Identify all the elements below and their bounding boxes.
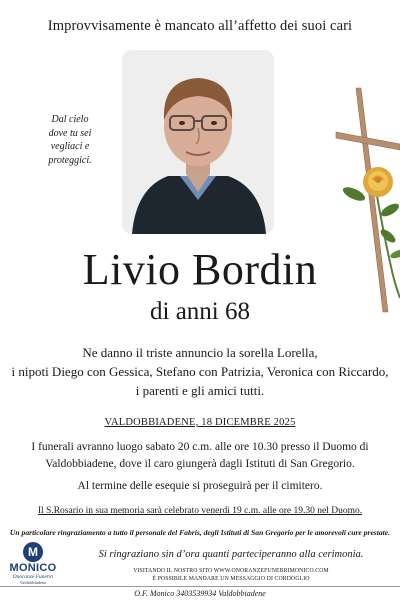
website-line: È POSSIBILE MANDARE UN MESSAGGIO DI CORDOGLIO — [152, 576, 310, 582]
funeral-line: I funerali avranno luogo sabato 20 c.m. alle ore 10.30 presso il Duomo di — [31, 441, 369, 453]
poem-line: dove tu sei — [48, 127, 92, 139]
website-notice — [62, 567, 400, 583]
poem-verse — [30, 113, 110, 167]
logo-brand: MONICO — [9, 562, 57, 574]
announcement-line: i parenti e gli amici tutti. — [135, 383, 265, 398]
place-date: VALDOBBIADENE, 18 DICEMBRE 2025 — [104, 417, 296, 428]
logo-location: Valdobbiadene — [19, 580, 47, 585]
portrait-photo — [122, 50, 274, 234]
announcement-line: Ne danno il triste annuncio la sorella Lorella, — [82, 345, 318, 360]
announcement-line: i nipoti Diego con Gessica, Stefano con Patrizia, Veronica con Riccardo, — [11, 364, 389, 379]
header-text: Improvvisamente è mancato all’affetto dei suoi cari — [47, 18, 353, 34]
announcement-text — [0, 343, 400, 400]
logo-badge: M — [23, 542, 43, 562]
rosary-info: Il S.Rosario in sua memoria sarà celebrato venerdì 19 c.m. alle ore 19.30 nel Duomo. — [37, 506, 363, 516]
cemetery-info: Al termine delle esequie si proseguirà per il cimitero. — [77, 480, 323, 492]
poem-line: vegliaci e — [50, 141, 90, 152]
poem-line: proteggici. — [48, 154, 92, 166]
staff-thanks: Un particolare ringraziamento a tutto il personale del Fabris, degli Istituti di San Gregorio per le amorevoli cure prestate. — [9, 528, 391, 537]
logo-subtitle: Onoranze Funebri — [12, 574, 54, 580]
footer-contact: O.F. Monico 3403539934 Valdobbiadene — [134, 589, 266, 598]
funeral-line: Valdobbiadene, dove il caro giungerà dagli Istituti di San Gregorio. — [45, 458, 355, 470]
funeral-home-logo — [4, 542, 62, 586]
funeral-info — [0, 439, 400, 473]
deceased-name: Livio Bordin — [82, 245, 318, 294]
website-line: VISITANDO IL NOSTRO SITO WWW.ONORANZEFUNEBRIMONICO.COM — [133, 568, 329, 574]
general-thanks: Si ringraziano sin d’ora quanti parteciperanno alla cerimonia. — [98, 549, 364, 560]
poem-line: Dal cielo — [51, 114, 89, 125]
deceased-age: di anni 68 — [150, 298, 250, 325]
footer-divider — [0, 586, 400, 587]
